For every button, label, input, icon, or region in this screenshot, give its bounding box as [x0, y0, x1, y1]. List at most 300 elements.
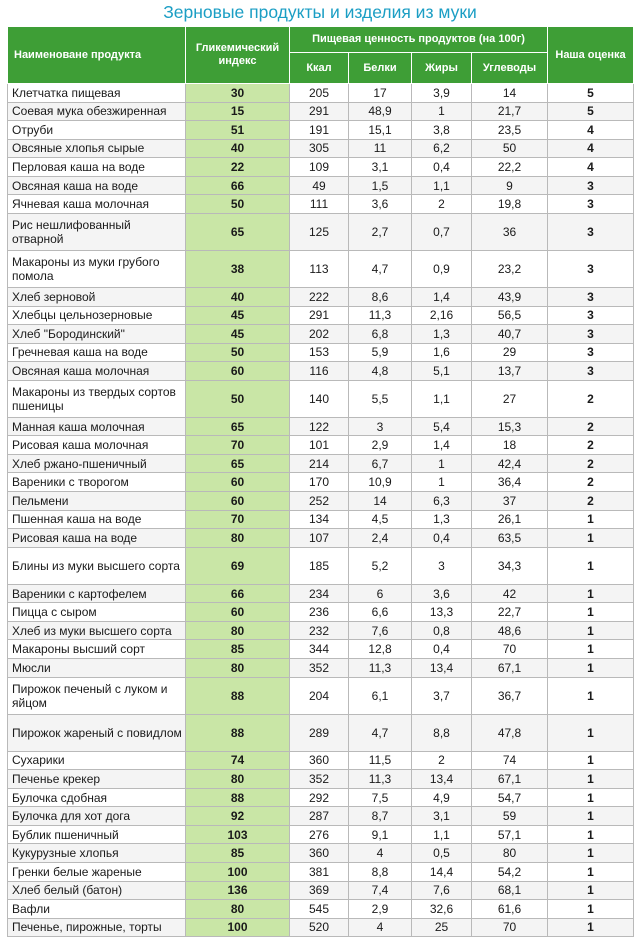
fat-cell: 5,1: [412, 362, 472, 381]
carbs-cell: 67,1: [472, 770, 548, 789]
product-name-cell: Перловая каша на воде: [8, 158, 186, 177]
fat-cell: 1,1: [412, 825, 472, 844]
table-row: [8, 362, 634, 381]
gi-cell: 85: [186, 640, 290, 659]
fat-cell: 0,8: [412, 621, 472, 640]
rating-cell: 4: [548, 121, 634, 140]
carbs-cell: 56,5: [472, 306, 548, 325]
protein-cell: 11: [349, 139, 412, 158]
kcal-cell: 545: [290, 900, 349, 919]
rating-cell: 2: [548, 436, 634, 455]
kcal-cell: 369: [290, 881, 349, 900]
kcal-cell: 344: [290, 640, 349, 659]
fat-cell: 1,4: [412, 436, 472, 455]
product-name-cell: Пирожок жареный с повидлом: [8, 714, 186, 751]
fat-cell: 6,2: [412, 139, 472, 158]
protein-cell: 4: [349, 918, 412, 937]
rating-cell: 2: [548, 380, 634, 417]
product-name-cell: Клетчатка пищевая: [8, 84, 186, 103]
table-row: [8, 213, 634, 250]
table-row: [8, 640, 634, 659]
table-row: [8, 788, 634, 807]
fat-cell: 0,4: [412, 529, 472, 548]
product-name-cell: Отруби: [8, 121, 186, 140]
gi-cell: 30: [186, 84, 290, 103]
kcal-cell: 360: [290, 751, 349, 770]
protein-cell: 3,1: [349, 158, 412, 177]
kcal-cell: 101: [290, 436, 349, 455]
gi-cell: 85: [186, 844, 290, 863]
kcal-cell: 185: [290, 547, 349, 584]
kcal-cell: 202: [290, 325, 349, 344]
product-name-cell: Рис нешлифованный отварной: [8, 213, 186, 250]
gi-cell: 80: [186, 900, 290, 919]
carbs-cell: 80: [472, 844, 548, 863]
kcal-cell: 234: [290, 584, 349, 603]
carbs-cell: 23,5: [472, 121, 548, 140]
table-row: [8, 770, 634, 789]
product-name-cell: Хлеб белый (батон): [8, 881, 186, 900]
rating-cell: 1: [548, 862, 634, 881]
table-row: [8, 881, 634, 900]
rating-cell: 1: [548, 510, 634, 529]
rating-cell: 3: [548, 250, 634, 287]
gi-cell: 100: [186, 918, 290, 937]
rating-cell: 1: [548, 918, 634, 937]
carbs-cell: 70: [472, 918, 548, 937]
product-name-cell: Бублик пшеничный: [8, 825, 186, 844]
table-row: [8, 139, 634, 158]
carbs-cell: 57,1: [472, 825, 548, 844]
product-name-cell: Хлеб из муки высшего сорта: [8, 621, 186, 640]
table-row: [8, 436, 634, 455]
table-row: [8, 195, 634, 214]
table-row: [8, 677, 634, 714]
carbs-cell: 36,7: [472, 677, 548, 714]
table-row: [8, 250, 634, 287]
protein-cell: 2,4: [349, 529, 412, 548]
header-protein: Белки: [349, 53, 412, 84]
protein-cell: 3: [349, 417, 412, 436]
gi-cell: 45: [186, 325, 290, 344]
table-row: [8, 176, 634, 195]
kcal-cell: 289: [290, 714, 349, 751]
gi-cell: 80: [186, 770, 290, 789]
gi-cell: 70: [186, 436, 290, 455]
product-name-cell: Гречневая каша на воде: [8, 343, 186, 362]
protein-cell: 11,3: [349, 770, 412, 789]
protein-cell: 6,1: [349, 677, 412, 714]
carbs-cell: 63,5: [472, 529, 548, 548]
fat-cell: 1,3: [412, 510, 472, 529]
carbs-cell: 67,1: [472, 658, 548, 677]
kcal-cell: 276: [290, 825, 349, 844]
table-row: [8, 121, 634, 140]
gi-cell: 103: [186, 825, 290, 844]
product-name-cell: Булочка для хот дога: [8, 807, 186, 826]
fat-cell: 1,4: [412, 288, 472, 307]
protein-cell: 48,9: [349, 102, 412, 121]
protein-cell: 7,5: [349, 788, 412, 807]
fat-cell: 0,7: [412, 213, 472, 250]
rating-cell: 1: [548, 900, 634, 919]
table-row: [8, 900, 634, 919]
table-row: [8, 325, 634, 344]
fat-cell: 2,16: [412, 306, 472, 325]
product-name-cell: Хлебцы цельнозерновые: [8, 306, 186, 325]
gi-cell: 60: [186, 473, 290, 492]
product-name-cell: Вареники с картофелем: [8, 584, 186, 603]
table-row: [8, 918, 634, 937]
kcal-cell: 352: [290, 658, 349, 677]
carbs-cell: 54,2: [472, 862, 548, 881]
carbs-cell: 61,6: [472, 900, 548, 919]
rating-cell: 1: [548, 603, 634, 622]
product-name-cell: Пирожок печеный с луком и яйцом: [8, 677, 186, 714]
kcal-cell: 49: [290, 176, 349, 195]
kcal-cell: 214: [290, 454, 349, 473]
table-row: [8, 510, 634, 529]
header-rating: Наша оценка: [548, 27, 634, 84]
gi-cell: 22: [186, 158, 290, 177]
table-row: [8, 84, 634, 103]
protein-cell: 11,3: [349, 658, 412, 677]
gi-cell: 65: [186, 454, 290, 473]
table-row: [8, 603, 634, 622]
product-name-cell: Вафли: [8, 900, 186, 919]
header-carbs: Углеводы: [472, 53, 548, 84]
fat-cell: 0,4: [412, 640, 472, 659]
kcal-cell: 360: [290, 844, 349, 863]
protein-cell: 10,9: [349, 473, 412, 492]
carbs-cell: 42,4: [472, 454, 548, 473]
product-name-cell: Сухарики: [8, 751, 186, 770]
carbs-cell: 22,7: [472, 603, 548, 622]
carbs-cell: 15,3: [472, 417, 548, 436]
nutrition-table: [7, 26, 634, 937]
protein-cell: 4: [349, 844, 412, 863]
fat-cell: 1,1: [412, 176, 472, 195]
kcal-cell: 122: [290, 417, 349, 436]
gi-cell: 80: [186, 529, 290, 548]
table-row: [8, 158, 634, 177]
rating-cell: 4: [548, 139, 634, 158]
carbs-cell: 74: [472, 751, 548, 770]
rating-cell: 5: [548, 84, 634, 103]
protein-cell: 4,7: [349, 714, 412, 751]
fat-cell: 2: [412, 751, 472, 770]
product-name-cell: Пшенная каша на воде: [8, 510, 186, 529]
fat-cell: 7,6: [412, 881, 472, 900]
rating-cell: 3: [548, 362, 634, 381]
kcal-cell: 109: [290, 158, 349, 177]
table-row: [8, 714, 634, 751]
fat-cell: 0,9: [412, 250, 472, 287]
carbs-cell: 42: [472, 584, 548, 603]
carbs-cell: 14: [472, 84, 548, 103]
carbs-cell: 54,7: [472, 788, 548, 807]
fat-cell: 3,6: [412, 584, 472, 603]
rating-cell: 3: [548, 306, 634, 325]
protein-cell: 9,1: [349, 825, 412, 844]
kcal-cell: 140: [290, 380, 349, 417]
gi-cell: 60: [186, 492, 290, 511]
fat-cell: 1,1: [412, 380, 472, 417]
gi-cell: 65: [186, 213, 290, 250]
table-row: [8, 343, 634, 362]
kcal-cell: 291: [290, 306, 349, 325]
rating-cell: 1: [548, 770, 634, 789]
carbs-cell: 26,1: [472, 510, 548, 529]
fat-cell: 13,4: [412, 658, 472, 677]
rating-cell: 2: [548, 492, 634, 511]
product-name-cell: Блины из муки высшего сорта: [8, 547, 186, 584]
rating-cell: 1: [548, 714, 634, 751]
header-nutrition: Пищевая ценность продуктов (на 100г): [290, 27, 548, 53]
protein-cell: 6: [349, 584, 412, 603]
gi-cell: 51: [186, 121, 290, 140]
table-row: [8, 547, 634, 584]
fat-cell: 14,4: [412, 862, 472, 881]
rating-cell: 1: [548, 584, 634, 603]
gi-cell: 100: [186, 862, 290, 881]
fat-cell: 8,8: [412, 714, 472, 751]
kcal-cell: 520: [290, 918, 349, 937]
table-row: [8, 862, 634, 881]
gi-cell: 88: [186, 788, 290, 807]
protein-cell: 2,7: [349, 213, 412, 250]
product-name-cell: Пельмени: [8, 492, 186, 511]
product-name-cell: Вареники с творогом: [8, 473, 186, 492]
fat-cell: 0,5: [412, 844, 472, 863]
gi-cell: 70: [186, 510, 290, 529]
rating-cell: 1: [548, 788, 634, 807]
rating-cell: 3: [548, 288, 634, 307]
rating-cell: 2: [548, 417, 634, 436]
carbs-cell: 13,7: [472, 362, 548, 381]
carbs-cell: 68,1: [472, 881, 548, 900]
carbs-cell: 47,8: [472, 714, 548, 751]
kcal-cell: 291: [290, 102, 349, 121]
gi-cell: 50: [186, 343, 290, 362]
fat-cell: 3,9: [412, 84, 472, 103]
carbs-cell: 43,9: [472, 288, 548, 307]
product-name-cell: Макароны из твердых сортов пшеницы: [8, 380, 186, 417]
table-row: [8, 584, 634, 603]
carbs-cell: 37: [472, 492, 548, 511]
kcal-cell: 170: [290, 473, 349, 492]
rating-cell: 5: [548, 102, 634, 121]
protein-cell: 8,6: [349, 288, 412, 307]
product-name-cell: Хлеб ржано-пшеничный: [8, 454, 186, 473]
rating-cell: 3: [548, 325, 634, 344]
carbs-cell: 22,2: [472, 158, 548, 177]
product-name-cell: Хлеб "Бородинский": [8, 325, 186, 344]
gi-cell: 69: [186, 547, 290, 584]
kcal-cell: 113: [290, 250, 349, 287]
rating-cell: 3: [548, 213, 634, 250]
fat-cell: 1: [412, 102, 472, 121]
fat-cell: 1,6: [412, 343, 472, 362]
carbs-cell: 59: [472, 807, 548, 826]
table-row: [8, 529, 634, 548]
kcal-cell: 252: [290, 492, 349, 511]
kcal-cell: 292: [290, 788, 349, 807]
fat-cell: 6,3: [412, 492, 472, 511]
product-name-cell: Рисовая каша молочная: [8, 436, 186, 455]
rating-cell: 2: [548, 454, 634, 473]
fat-cell: 1,3: [412, 325, 472, 344]
protein-cell: 5,9: [349, 343, 412, 362]
fat-cell: 2: [412, 195, 472, 214]
table-row: [8, 417, 634, 436]
kcal-cell: 222: [290, 288, 349, 307]
rating-cell: 1: [548, 825, 634, 844]
gi-cell: 15: [186, 102, 290, 121]
product-name-cell: Ячневая каша молочная: [8, 195, 186, 214]
product-name-cell: Овсяная каша молочная: [8, 362, 186, 381]
product-name-cell: Мюсли: [8, 658, 186, 677]
gi-cell: 92: [186, 807, 290, 826]
protein-cell: 2,9: [349, 900, 412, 919]
rating-cell: 1: [548, 751, 634, 770]
kcal-cell: 191: [290, 121, 349, 140]
header-gi: Гликемический индекс: [186, 27, 290, 84]
carbs-cell: 36: [472, 213, 548, 250]
kcal-cell: 153: [290, 343, 349, 362]
table-row: [8, 751, 634, 770]
kcal-cell: 204: [290, 677, 349, 714]
gi-cell: 136: [186, 881, 290, 900]
gi-cell: 40: [186, 288, 290, 307]
table-body: [8, 84, 634, 937]
product-name-cell: Макароны высший сорт: [8, 640, 186, 659]
carbs-cell: 23,2: [472, 250, 548, 287]
product-name-cell: Кукурузные хлопья: [8, 844, 186, 863]
carbs-cell: 27: [472, 380, 548, 417]
rating-cell: 1: [548, 640, 634, 659]
fat-cell: 1: [412, 454, 472, 473]
rating-cell: 1: [548, 807, 634, 826]
gi-cell: 80: [186, 658, 290, 677]
protein-cell: 7,6: [349, 621, 412, 640]
protein-cell: 8,7: [349, 807, 412, 826]
gi-cell: 88: [186, 677, 290, 714]
carbs-cell: 9: [472, 176, 548, 195]
kcal-cell: 305: [290, 139, 349, 158]
product-name-cell: Пицца с сыром: [8, 603, 186, 622]
header-product: Наименоване продукта: [8, 27, 186, 84]
protein-cell: 5,2: [349, 547, 412, 584]
protein-cell: 6,7: [349, 454, 412, 473]
product-name-cell: Соевая мука обезжиренная: [8, 102, 186, 121]
gi-cell: 40: [186, 139, 290, 158]
kcal-cell: 205: [290, 84, 349, 103]
table-row: [8, 844, 634, 863]
protein-cell: 8,8: [349, 862, 412, 881]
product-name-cell: Хлеб зерновой: [8, 288, 186, 307]
gi-cell: 88: [186, 714, 290, 751]
fat-cell: 25: [412, 918, 472, 937]
table-row: [8, 380, 634, 417]
protein-cell: 11,5: [349, 751, 412, 770]
kcal-cell: 287: [290, 807, 349, 826]
protein-cell: 4,8: [349, 362, 412, 381]
protein-cell: 2,9: [349, 436, 412, 455]
fat-cell: 0,4: [412, 158, 472, 177]
fat-cell: 3,8: [412, 121, 472, 140]
rating-cell: 1: [548, 658, 634, 677]
gi-cell: 60: [186, 603, 290, 622]
gi-cell: 50: [186, 380, 290, 417]
table-row: [8, 807, 634, 826]
gi-cell: 60: [186, 362, 290, 381]
product-name-cell: Печенье крекер: [8, 770, 186, 789]
protein-cell: 5,5: [349, 380, 412, 417]
protein-cell: 15,1: [349, 121, 412, 140]
protein-cell: 7,4: [349, 881, 412, 900]
fat-cell: 1: [412, 473, 472, 492]
product-name-cell: Овсяная каша на воде: [8, 176, 186, 195]
gi-cell: 66: [186, 584, 290, 603]
kcal-cell: 352: [290, 770, 349, 789]
kcal-cell: 107: [290, 529, 349, 548]
gi-cell: 38: [186, 250, 290, 287]
rating-cell: 1: [548, 677, 634, 714]
protein-cell: 6,6: [349, 603, 412, 622]
carbs-cell: 48,6: [472, 621, 548, 640]
gi-cell: 80: [186, 621, 290, 640]
carbs-cell: 50: [472, 139, 548, 158]
carbs-cell: 70: [472, 640, 548, 659]
table-row: [8, 102, 634, 121]
kcal-cell: 116: [290, 362, 349, 381]
product-name-cell: Гренки белые жареные: [8, 862, 186, 881]
kcal-cell: 134: [290, 510, 349, 529]
product-name-cell: Макароны из муки грубого помола: [8, 250, 186, 287]
rating-cell: 2: [548, 473, 634, 492]
kcal-cell: 236: [290, 603, 349, 622]
fat-cell: 4,9: [412, 788, 472, 807]
carbs-cell: 19,8: [472, 195, 548, 214]
protein-cell: 1,5: [349, 176, 412, 195]
table-row: [8, 288, 634, 307]
rating-cell: 1: [548, 621, 634, 640]
header-fat: Жиры: [412, 53, 472, 84]
fat-cell: 3,1: [412, 807, 472, 826]
product-name-cell: Печенье, пирожные, торты: [8, 918, 186, 937]
fat-cell: 3,7: [412, 677, 472, 714]
gi-cell: 74: [186, 751, 290, 770]
kcal-cell: 381: [290, 862, 349, 881]
carbs-cell: 40,7: [472, 325, 548, 344]
product-name-cell: Рисовая каша на воде: [8, 529, 186, 548]
protein-cell: 4,5: [349, 510, 412, 529]
rating-cell: 1: [548, 529, 634, 548]
protein-cell: 6,8: [349, 325, 412, 344]
protein-cell: 14: [349, 492, 412, 511]
rating-cell: 1: [548, 844, 634, 863]
fat-cell: 5,4: [412, 417, 472, 436]
carbs-cell: 34,3: [472, 547, 548, 584]
rating-cell: 3: [548, 343, 634, 362]
kcal-cell: 232: [290, 621, 349, 640]
fat-cell: 13,3: [412, 603, 472, 622]
rating-cell: 3: [548, 195, 634, 214]
kcal-cell: 125: [290, 213, 349, 250]
protein-cell: 12,8: [349, 640, 412, 659]
fat-cell: 32,6: [412, 900, 472, 919]
